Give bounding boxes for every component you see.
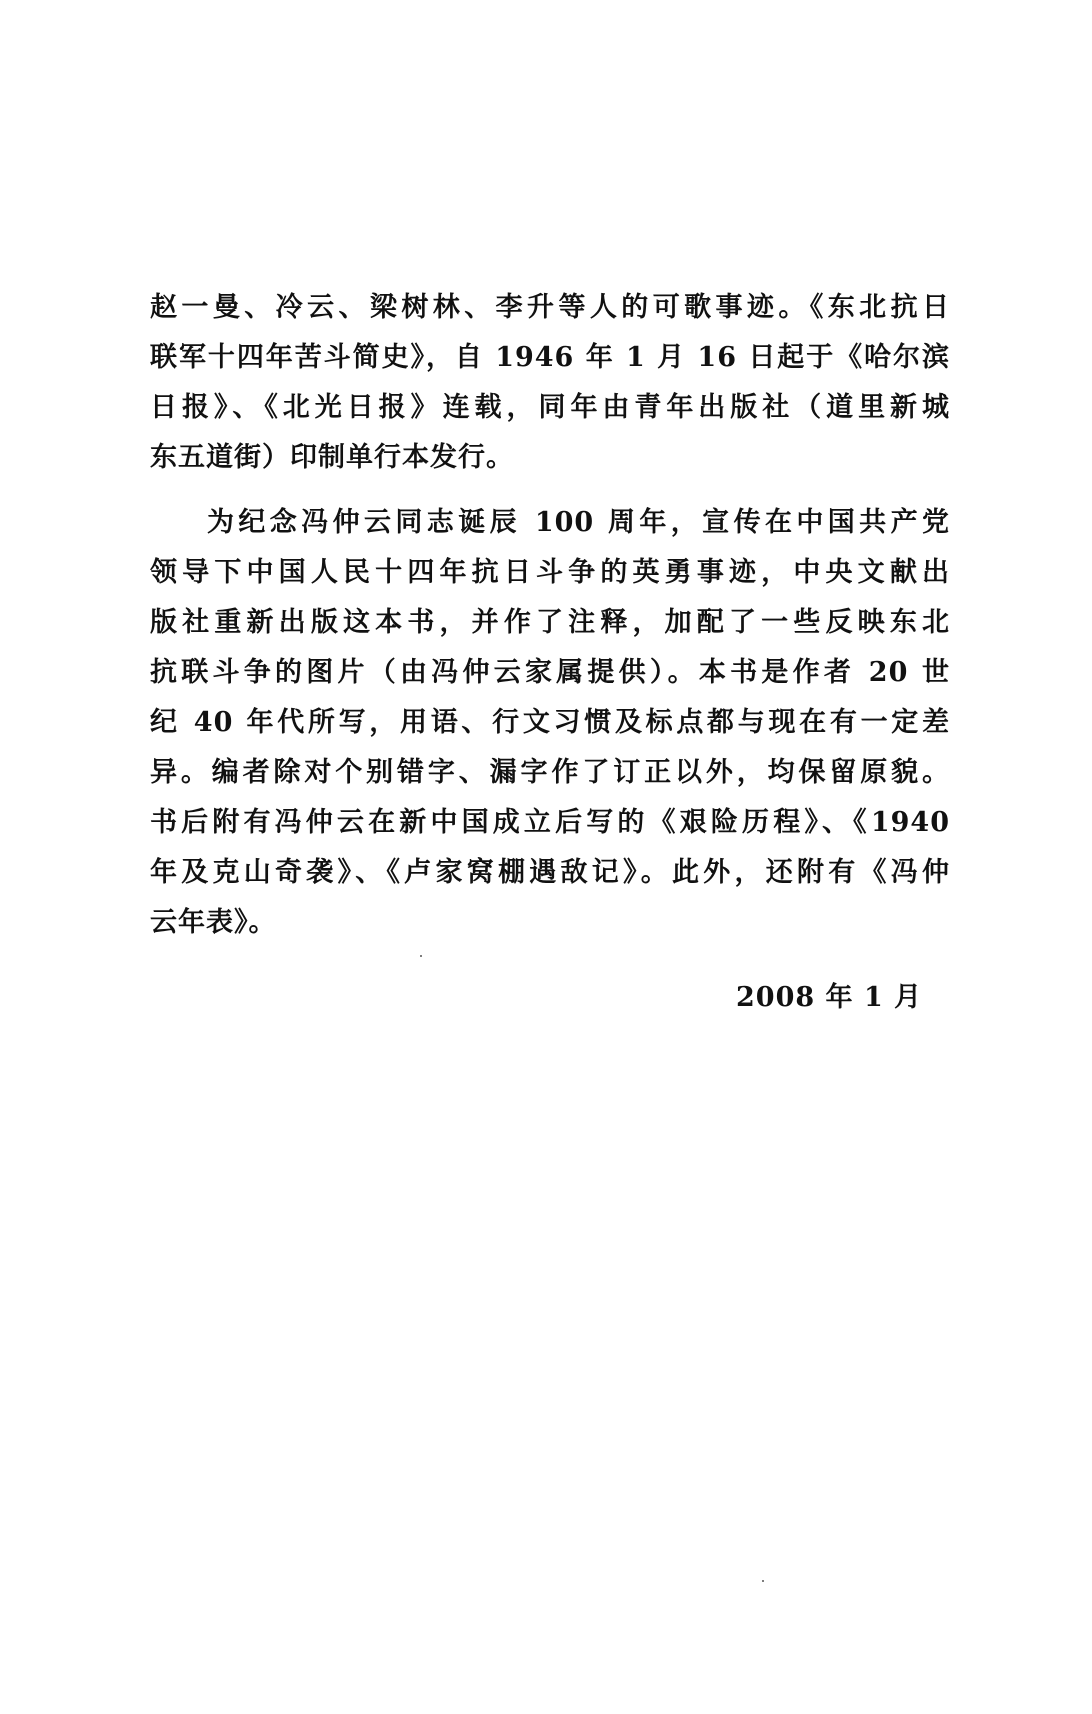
paragraph-2-line: 书后附有冯仲云在新中国成立后写的《艰险历程》、《1940 bbox=[150, 807, 950, 838]
paragraph-1-line: 联军十四年苦斗简史》，自 1946 年 1 月 16 日起于《哈尔滨 bbox=[150, 342, 950, 373]
paragraph-2-line: 为纪念冯仲云同志诞辰 100 周年，宣传在中国共产党 bbox=[207, 507, 950, 538]
date-signature: 2008 年 1 月 bbox=[736, 982, 923, 1013]
paragraph-2-line: 异。编者除对个别错字、漏字作了订正以外，均保留原貌。 bbox=[150, 757, 950, 788]
paragraph-2-line: 年及克山奇袭》、《卢家窝棚遇敌记》。此外，还附有《冯仲 bbox=[150, 857, 950, 888]
paragraph-1-line: 日报》、《北光日报》连载，同年由青年出版社（道里新城 bbox=[150, 392, 950, 423]
paragraph-2-line: 抗联斗争的图片（由冯仲云家属提供）。本书是作者 20 世 bbox=[150, 657, 950, 688]
paragraph-2 bbox=[150, 498, 950, 948]
paragraph-2-line: 纪 40 年代所写，用语、行文习惯及标点都与现在有一定差 bbox=[150, 707, 950, 738]
paragraph-2-line: 领导下中国人民十四年抗日斗争的英勇事迹，中央文献出 bbox=[150, 557, 950, 588]
paragraph-1-line: 赵一曼、冷云、梁树林、李升等人的可歌事迹。《东北抗日 bbox=[150, 292, 950, 323]
body-text bbox=[150, 283, 950, 948]
paragraph-1 bbox=[150, 283, 950, 483]
paragraph-2-line: 版社重新出版这本书，并作了注释，加配了一些反映东北 bbox=[150, 607, 950, 638]
scan-speck bbox=[762, 1580, 764, 1582]
paragraph-gap bbox=[150, 483, 950, 498]
paragraph-1-line: 东五道街）印制单行本发行。 bbox=[150, 442, 514, 473]
scan-speck bbox=[420, 955, 422, 957]
paragraph-2-line: 云年表》。 bbox=[150, 907, 277, 938]
